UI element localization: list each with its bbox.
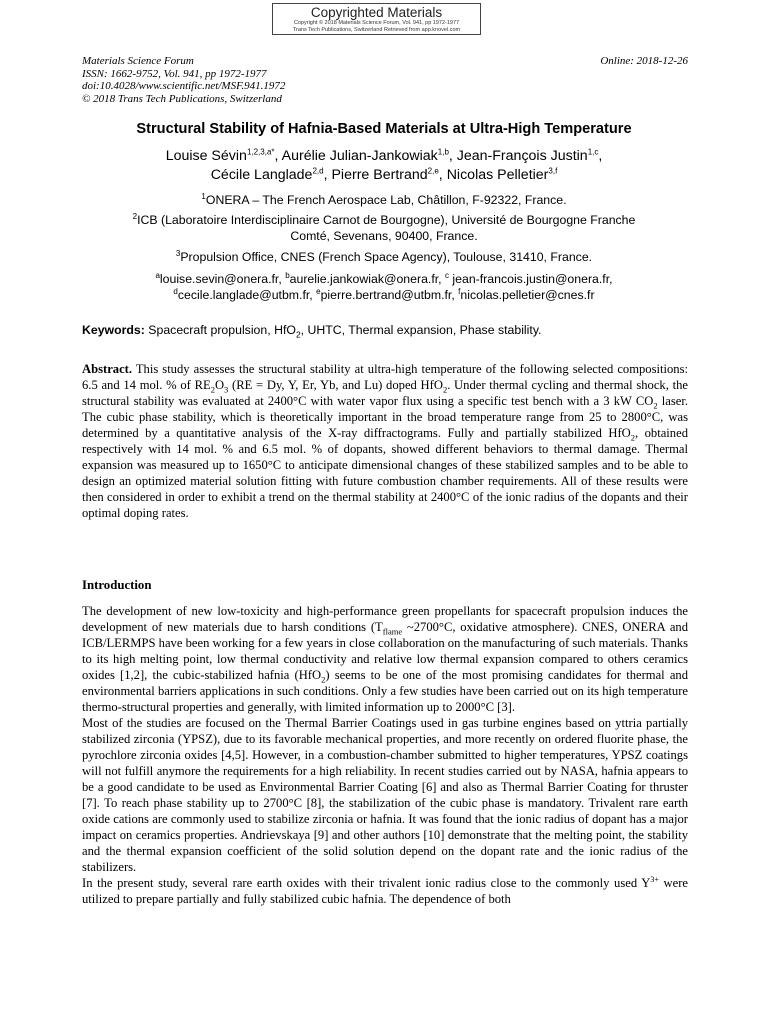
author-sup: 2,d (312, 166, 324, 176)
author-sup: 1,2,3,a* (246, 147, 275, 157)
author-name: Louise Sévin (165, 148, 247, 164)
stamp-line-2: Trans Tech Publications, Switzerland Retrieved from app.knovel.com (292, 26, 461, 33)
intro-paragraph-1: The development of new low-toxicity and high-performance green propellants for spacecraft propulsion induces the development of new materials due to harsh conditions ($T_{flame}$ ~2700°C, oxidative atmosphere). CNES, ONERA and ICB/LERMPS have been working for a few years in close collaboration on the manufacturing of such materials. Thanks to its high melting point, low thermal conductivity and relative low thermal expansion compared to others ceramics oxides [1,2], the cubic-stabilized hafnia (HfO$_2$) seems to be one of the most promising candidates for thermal and environmental barriers applications in such conditions. Only a few studies have been carried out on its high temperature thermo-structural properties and generally, with limited information up to 2000°C [3]. (82, 604, 689, 714)
author-list: Louise Sévin$^{1,2,3,a*}$, Aurélie Julian-Jankowiak$^{1,b}$, Jean-François Justin$^{1,c}$, Cécile Langlade$^{2,d}$, Pierre Bertrand$^{2,e}$, Nicolas Pelletier$^{3,f}$ (165, 147, 603, 183)
intro-paragraph-3: In the present study, several rare earth oxides with their trivalent ionic radius close to the commonly used $Y^{3+}$ were utilized to prepare partially and fully stabilized cubic hafnia. The dependence of both (82, 874, 688, 906)
journal-info (82, 55, 285, 105)
keywords: Keywords: Spacecraft propulsion, HfO$_2$, UHTC, Thermal expansion, Phase stability. (82, 323, 542, 340)
stamp-title: Copyrighted Materials (310, 5, 443, 20)
author-sup: 3,f (548, 166, 558, 176)
copyright-stamp (272, 3, 481, 35)
author-sup: 2,e (427, 166, 439, 176)
journal-issn: ISSN: 1662-9752, Vol. 941, pp 1972-1977 (82, 67, 267, 80)
affiliation-3: $^3$Propulsion Office, CNES (French Space Agency), Toulouse, 31410, France. (175, 248, 593, 264)
affiliation-1: $^1$ONERA – The French Aerospace Lab, Châtillon, F-92322, France. (201, 191, 567, 207)
author-name: Cécile Langlade (210, 167, 313, 183)
email-list: $^a$louise.sevin@onera.fr, $^b$aurelie.jankowiak@onera.fr, $^c$ jean-francois.justin@onera.fr, $^d$cecile.langlade@utbm.fr, $^e$pierre.bertrand@utbm.fr, $^f$nicolas.pelletier@cnes.fr (155, 270, 613, 302)
email-b[interactable]: aurelie.jankowiak@onera.fr, (289, 272, 442, 286)
journal-copyright: © 2018 Trans Tech Publications, Switzerland (82, 92, 282, 105)
paper-title: Structural Stability of Hafnia-Based Materials at Ultra-High Temperature (136, 121, 632, 137)
abstract-label: Abstract. (82, 362, 133, 376)
email-a[interactable]: louise.sevin@onera.fr, (159, 272, 282, 286)
author-name: Nicolas Pelletier (446, 167, 549, 183)
online-date: Online: 2018-12-26 (600, 55, 688, 67)
author-name: Pierre Bertrand (331, 167, 428, 183)
abstract: Abstract. This study assesses the structural stability at ultra-high temperature of the following selected compositions: 6.5 and 14 mol. % of $RE_2O_3$ (RE = Dy, Y, Er, Yb, and Lu) doped HfO$_2$. Under thermal cycling and thermal shock, the structural stability was evaluated at 2400°C with water vapor flux using a specific test bench with a 3 kW $CO_2$ laser. The cubic phase stability, which is theoretically important in the broad temperature range from 25 to 2800°C, was determined by a quantitative analysis of the X-ray diffractograms. Fully and partially stabilized HfO$_2$, obtained respectively with 14 mol. % and 6.5 mol. % of dopants, showed different behaviors to thermal damage. Thermal expansion was measured up to 1650°C to anticipate dimensional changes of these stabilized samples and to be able to design an optimized material solution fitting with future combustion chamber requirements. All of these results were then considered in order to exhibit a trend on the thermal stability at 2400°C of the ionic radius of the dopants and their optimal doping rates. (82, 362, 688, 520)
journal-doi[interactable]: doi:10.4028/www.scientific.net/MSF.941.1972 (82, 80, 286, 92)
keywords-label: Keywords: (82, 323, 145, 337)
stamp-line-1: Copyright © 2018 Materials Science Forum, Vol. 941, pp 1972-1977 (293, 20, 460, 26)
section-heading-introduction: Introduction (82, 578, 152, 592)
email-f[interactable]: nicolas.pelletier@cnes.fr (460, 288, 595, 302)
author-sup: 1,b (437, 147, 449, 157)
author-name: Aurélie Julian-Jankowiak (281, 148, 438, 164)
journal-name: Materials Science Forum (82, 55, 194, 67)
intro-paragraph-2: Most of the studies are focused on the Thermal Barrier Coatings used in gas turbine engines based on yttria partially stabilized zirconia (YPSZ), due to its favorable mechanical properties, and more recently on ordered fluorite phase, the pyrochlore zirconia oxides [4,5]. However, in a combustion-chamber submitted to higher temperatures, YPSZ coatings will not fulfill anymore the requirements for a high reliability. In recent studies carried out by NASA, hafnia appears to be a good candidate to be used as Environmental Barrier Coating [6] and also as Thermal Barrier Coating for thruster [7]. To reach phase stability up to 2700°C [8], the stabilization of the cubic phase is mandatory. Trivalent rare earth oxide cations are commonly used to stabilize zirconia or hafnia. It was found that the ionic radius of dopant has a major impact on ceramics properties. Andrievskaya [9] and other authors [10] demonstrate that the melting point, the stability and the thermal expansion coefficient of the solid solution depend on the dopant rate and the ionic radius of the stabilizers. (82, 716, 688, 874)
introduction-body (82, 603, 688, 907)
author-name: Jean-François Justin (456, 148, 588, 164)
email-e[interactable]: pierre.bertrand@utbm.fr, (320, 288, 455, 302)
affiliation-2: $^2$ICB (Laboratoire Interdisciplinaire Carnot de Bourgogne), Université de Bourgogne Franche Comté, Sevenans, 90400, France. (132, 211, 636, 243)
email-c[interactable]: jean-francois.justin@onera.fr, (452, 272, 613, 286)
author-sup: 1,c (587, 147, 599, 157)
email-d[interactable]: cecile.langlade@utbm.fr, (177, 288, 313, 302)
